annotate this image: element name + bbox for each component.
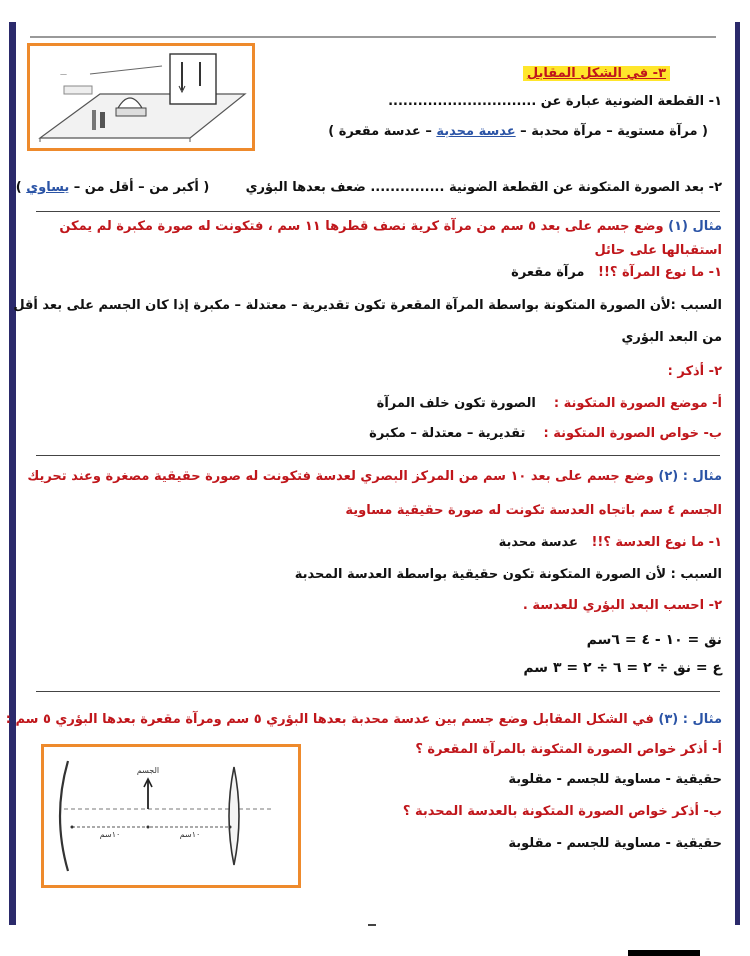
optical-bench-figure <box>27 43 255 151</box>
example-3-ab: حقيقية - مساوية للجسم - مقلوبة <box>508 836 722 851</box>
svg-text:—: — <box>60 70 67 78</box>
page-edge-right <box>735 22 740 925</box>
example-1-reason: السبب :لأن الصورة المتكونة بواسطة المرآة المقعرة تكون تقديرية – معتدلة – مكبرة إذا كان الجسم على بعد أقل <box>13 298 722 313</box>
page-mark <box>368 924 376 926</box>
optical-bench-sketch <box>30 46 252 148</box>
example-1-text-2: استقبالها على حائل <box>594 243 722 258</box>
divider-1 <box>36 211 720 212</box>
question-1-options: ( مرآة مستوية – مرآة محدبة – عدسة محدبة – عدسة مقعرة ) <box>328 124 708 139</box>
divider-3 <box>36 691 720 692</box>
example-2-text-2: الجسم ٤ سم باتجاه العدسة تكونت له صورة حقيقية مساوية <box>345 503 722 518</box>
lens-mirror-diagram <box>44 747 298 885</box>
object-label: الجسم <box>136 766 160 775</box>
lens-mirror-figure <box>41 744 301 888</box>
question-2: ٢- بعد الصورة المتكونة عن القطعة الضونية ............... ضعف بعدها البؤري ( أكبر من – أقل من – يساوي ) <box>15 180 722 195</box>
question-1: ١- القطعة الضونية عبارة عن .............................. <box>388 94 722 109</box>
example-2-equation-1: نق = ١٠ - ٤ = ٦سم <box>586 632 722 648</box>
selected-option-2: يساوي <box>26 180 70 195</box>
example-1-text: مثال (١) وضع جسم على بعد ٥ سم من مرآة كرية نصف قطرها ١١ سم ، فتكونت له صورة مكبرة لم يمكن <box>59 219 722 234</box>
example-2-reason: السبب : لأن الصورة المتكونة تكون حقيقية بواسطة العدسة المحدبة <box>294 567 722 582</box>
distance-label-left: ١٠سم <box>99 830 121 839</box>
example-3-text: مثال : (٣) في الشكل المقابل وضع جسم بين عدسة محدبة بعدها البؤري ٥ سم ومرآة مقعرة بعدها البؤري ٥ سم : <box>5 712 722 727</box>
example-1-q1: ١- ما نوع المرآة ؟!! مرآة مقعرة <box>511 265 722 280</box>
page-edge-left <box>9 22 16 925</box>
divider-2 <box>36 455 720 456</box>
selected-option: عدسة محدبة <box>436 124 516 139</box>
example-1-part-b: ب- خواص الصورة المتكونة : تقديرية – معتدلة – مكبرة <box>369 426 722 441</box>
example-1-part-a: أ- موضع الصورة المتكونة : الصورة تكون خلف المرآة <box>376 396 722 411</box>
example-1-q2: ٢- أذكر : <box>667 364 722 379</box>
section-heading: ٣- في الشكل المقابل <box>523 66 670 82</box>
example-1-reason-2: من البعد البؤري <box>621 330 722 345</box>
footer-bar <box>628 950 700 956</box>
example-2-q1: ١- ما نوع العدسة ؟!! عدسة محدبة <box>498 535 722 550</box>
example-2-text: مثال : (٢) وضع جسم على بعد ١٠ سم من المركز البصري لعدسة فتكونت له صورة حقيقية مصغرة وعند تحريك <box>27 469 722 484</box>
distance-label-right: ١٠سم <box>179 830 201 839</box>
example-2-q2: ٢- احسب البعد البؤري للعدسة . <box>522 598 722 613</box>
example-2-equation-2: ع = نق ÷ ٢ = ٦ ÷ ٢ = ٣ سم <box>523 660 722 676</box>
example-3-qb: ب- أذكر خواص الصورة المتكونة بالعدسة المحدبة ؟ <box>402 804 722 819</box>
top-rule <box>30 36 716 38</box>
example-3-aa: حقيقية - مساوية للجسم - مقلوبة <box>508 772 722 787</box>
example-3-qa: أ- أذكر خواص الصورة المتكونة بالمرآة المقعرة ؟ <box>415 742 722 757</box>
